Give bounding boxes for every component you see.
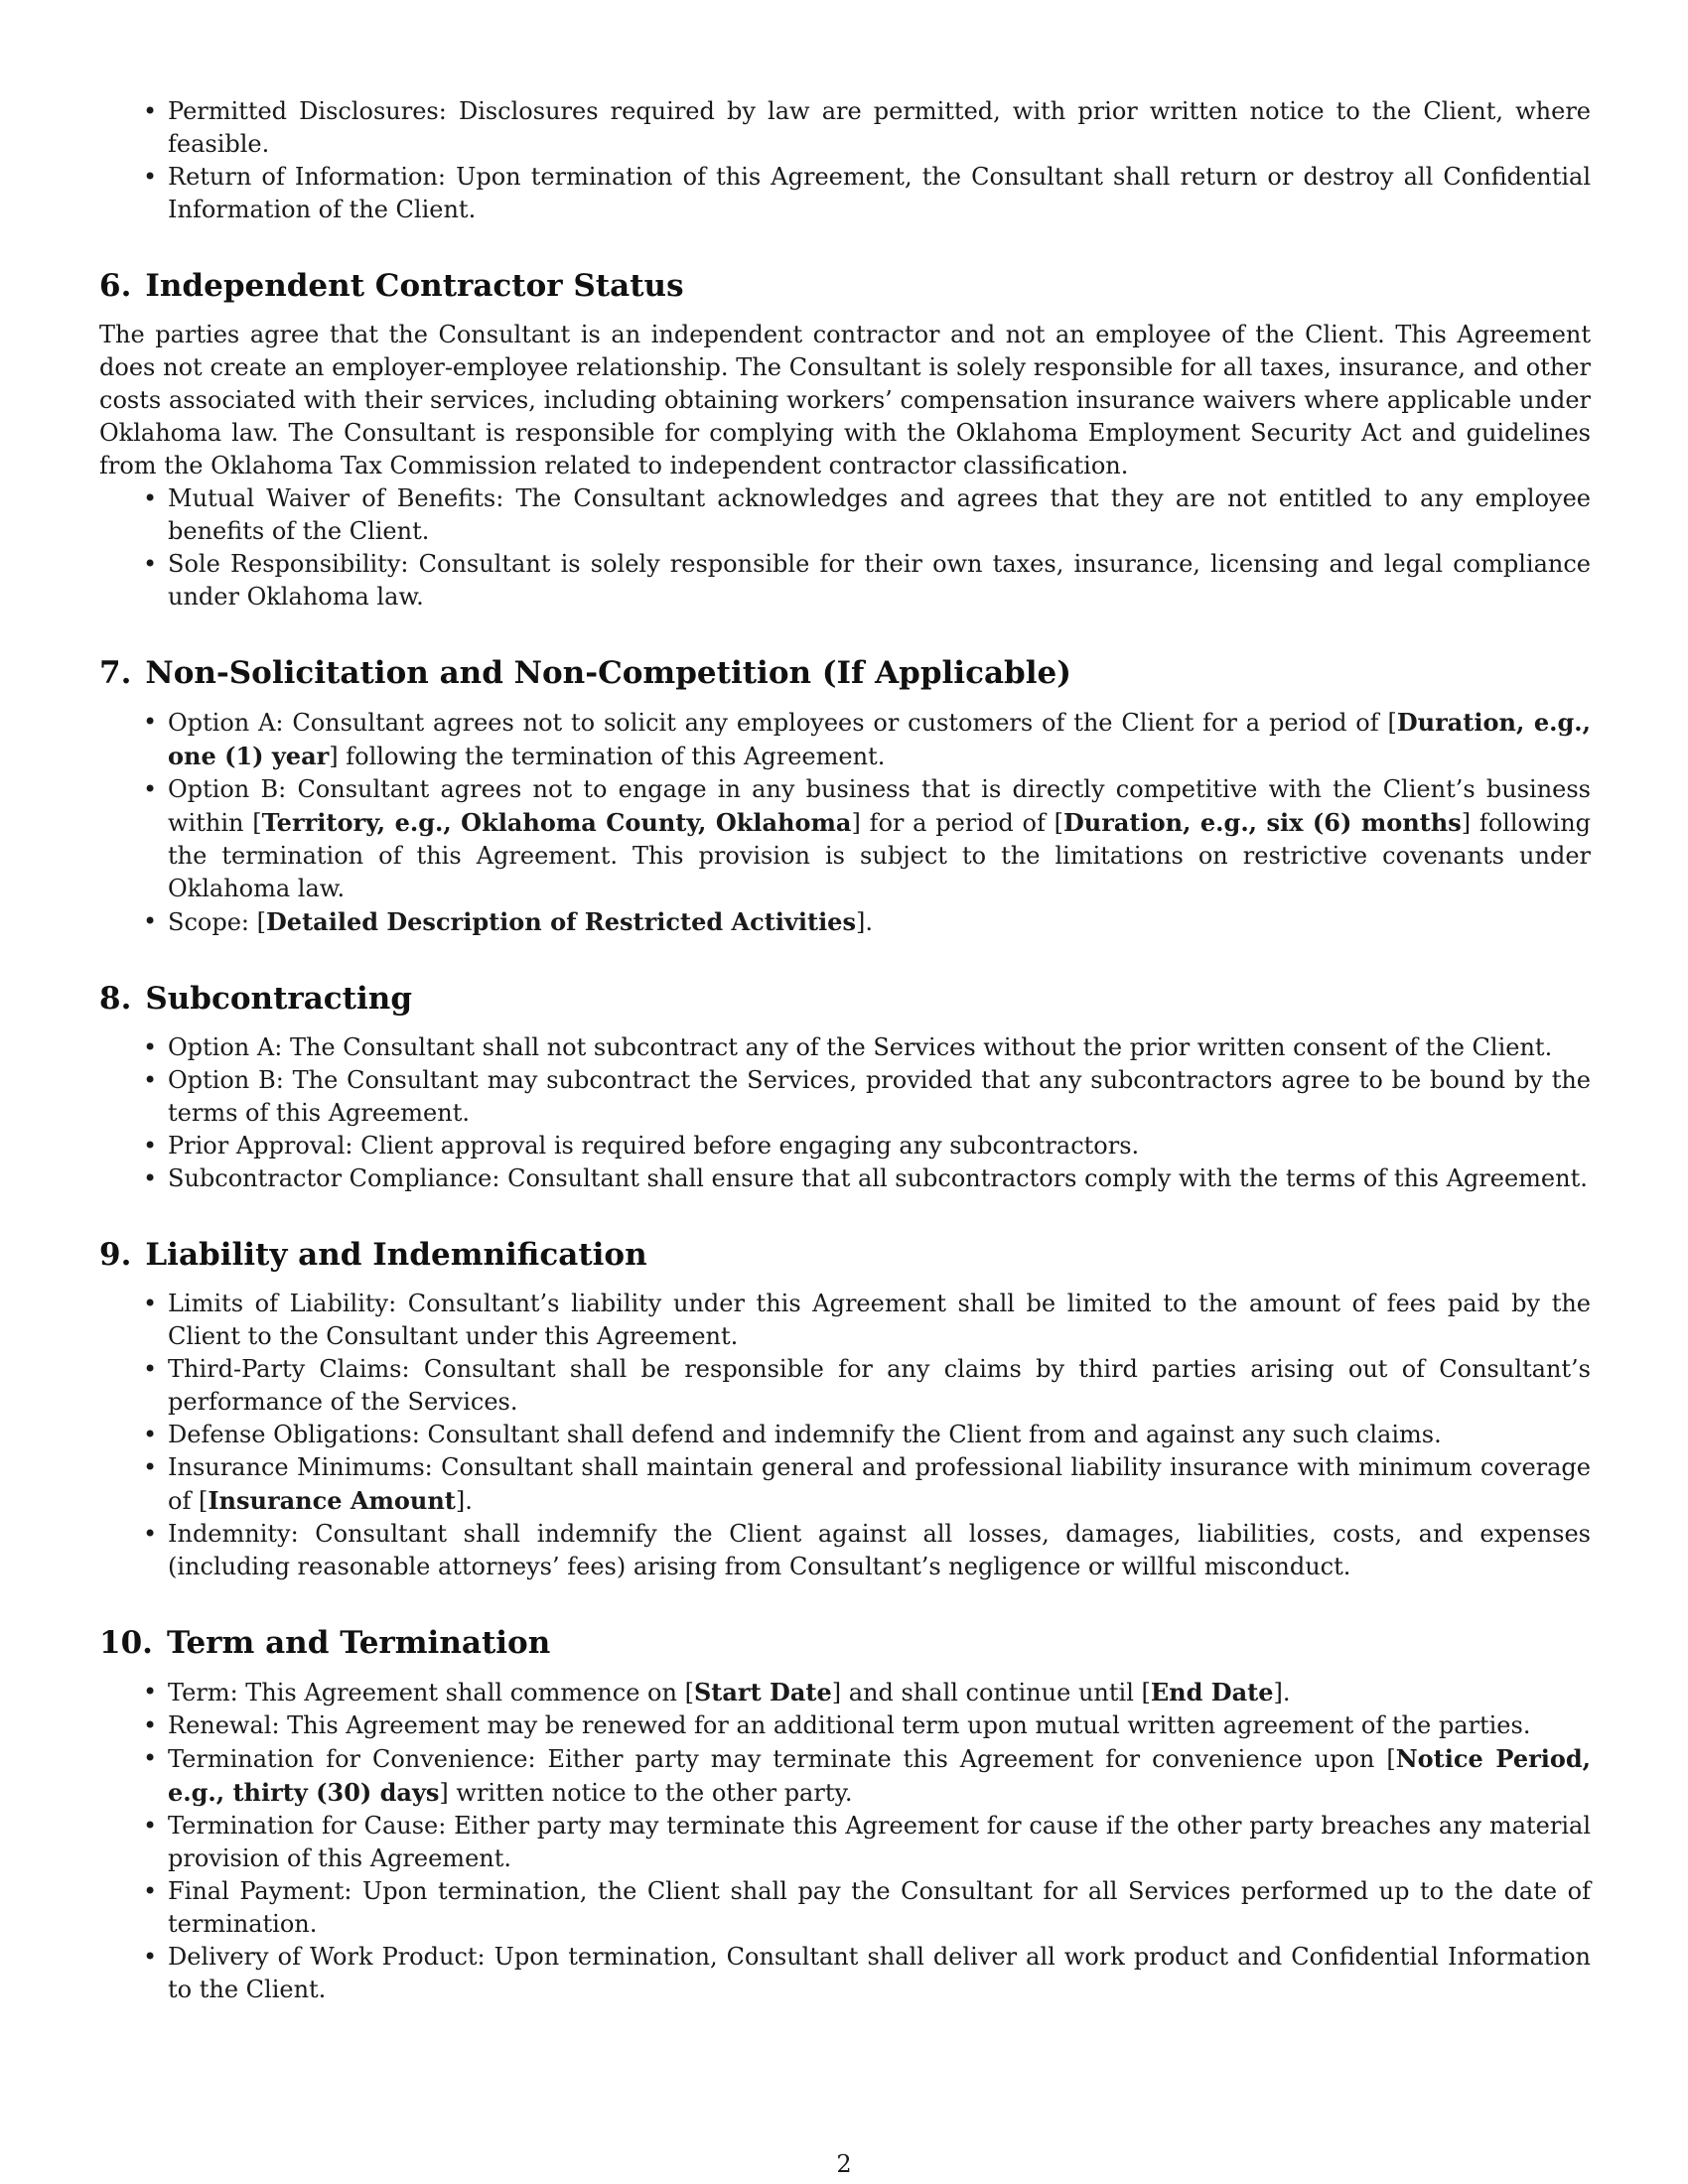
list-item: • Option B: The Consultant may subcontract the Services, provided that any subcontractors agree to be bound by the terms of this Agreement. xyxy=(99,1064,1591,1130)
confidentiality-bullets xyxy=(99,95,1591,226)
list-item: • Mutual Waiver of Benefits: The Consultant acknowledges and agrees that they are not entitled to any employee benefits of the Client. xyxy=(99,482,1591,548)
list-item: • Return of Information: Upon termination of this Agreement, the Consultant shall return or destroy all Confidential Information of the Client. xyxy=(99,161,1591,226)
section-8-bullets xyxy=(99,1031,1591,1195)
list-item: • Indemnity: Consultant shall indemnify the Client against all losses, damages, liabilities, costs, and expenses (including reasonable attorneys’ fees) arising from Consultant’s negligence or willful misconduct. xyxy=(99,1518,1591,1583)
section-heading-8: 8. Subcontracting xyxy=(99,981,412,1017)
section-heading-10: 10. Term and Termination xyxy=(99,1625,551,1661)
list-item: • Permitted Disclosures: Disclosures required by law are permitted, with prior written notice to the Client, where feasible. xyxy=(99,95,1591,161)
list-item: • Option A: The Consultant shall not subcontract any of the Services without the prior written consent of the Client. xyxy=(99,1031,1591,1064)
list-item: • Renewal: This Agreement may be renewed for an additional term upon mutual written agreement of the parties. xyxy=(99,1709,1591,1742)
document-page xyxy=(99,95,1591,2006)
list-item: • Final Payment: Upon termination, the Client shall pay the Consultant for all Services performed up to the date of termination. xyxy=(99,1875,1591,1941)
section-heading-9: 9. Liability and Indemnification xyxy=(99,1237,647,1273)
list-item: • Subcontractor Compliance: Consultant shall ensure that all subcontractors comply with the terms of this Agreement. xyxy=(99,1162,1591,1195)
list-item: • Sole Responsibility: Consultant is solely responsible for their own taxes, insurance, licensing and legal compliance under Oklahoma law. xyxy=(99,548,1591,614)
list-item: • Termination for Convenience: Either party may terminate this Agreement for convenience upon [Notice Period, e.g., thirty (30) days] written notice to the other party. xyxy=(99,1742,1591,1810)
list-item: • Scope: [Detailed Description of Restricted Activities]. xyxy=(99,905,1591,939)
section-6-body: The parties agree that the Consultant is an independent contractor and not an employee of the Client. This Agreement does not create an employer-employee relationship. The Consultant is solely responsible for all taxes, insurance, and other costs associated with their services, including obtaining workers’ compensation insurance waivers where applicable under Oklahoma law. The Consultant is responsible for complying with the Oklahoma Employment Security Act and guidelines from the Oklahoma Tax Commission related to independent contractor classification. xyxy=(99,321,1591,479)
section-9-bullets xyxy=(99,1288,1591,1583)
section-10-bullets xyxy=(99,1676,1591,2006)
list-item: • Third-Party Claims: Consultant shall be responsible for any claims by third parties arising out of Consultant’s performance of the Services. xyxy=(99,1353,1591,1419)
list-item: • Insurance Minimums: Consultant shall maintain general and professional liability insurance with minimum coverage of [Insurance Amount]. xyxy=(99,1451,1591,1518)
list-item: • Option B: Consultant agrees not to engage in any business that is directly competitive with the Client’s business within [Territory, e.g., Oklahoma County, Oklahoma] for a period of [Duration, e.g., six (6) months] following the termination of this Agreement. This provision is subject to the limitations on restrictive covenants under Oklahoma law. xyxy=(99,773,1591,905)
section-7-bullets xyxy=(99,706,1591,939)
list-item: • Defense Obligations: Consultant shall defend and indemnify the Client from and against any such claims. xyxy=(99,1419,1591,1451)
section-heading-7: 7. Non-Solicitation and Non-Competition (If Applicable) xyxy=(99,655,1071,691)
list-item: • Option A: Consultant agrees not to solicit any employees or customers of the Client for a period of [Duration, e.g., one (1) year] following the termination of this Agreement. xyxy=(99,706,1591,773)
list-item: • Limits of Liability: Consultant’s liability under this Agreement shall be limited to the amount of fees paid by the Client to the Consultant under this Agreement. xyxy=(99,1288,1591,1353)
section-6-bullets xyxy=(99,482,1591,614)
list-item: • Termination for Cause: Either party may terminate this Agreement for cause if the other party breaches any material provision of this Agreement. xyxy=(99,1810,1591,1875)
section-heading-6: 6. Independent Contractor Status xyxy=(99,268,684,304)
list-item: • Term: This Agreement shall commence on [Start Date] and shall continue until [End Date]. xyxy=(99,1676,1591,1709)
page-number: 2 xyxy=(836,2150,852,2178)
list-item: • Delivery of Work Product: Upon termination, Consultant shall deliver all work product and Confidential Information to the Client. xyxy=(99,1941,1591,2006)
list-item: • Prior Approval: Client approval is required before engaging any subcontractors. xyxy=(99,1130,1591,1162)
